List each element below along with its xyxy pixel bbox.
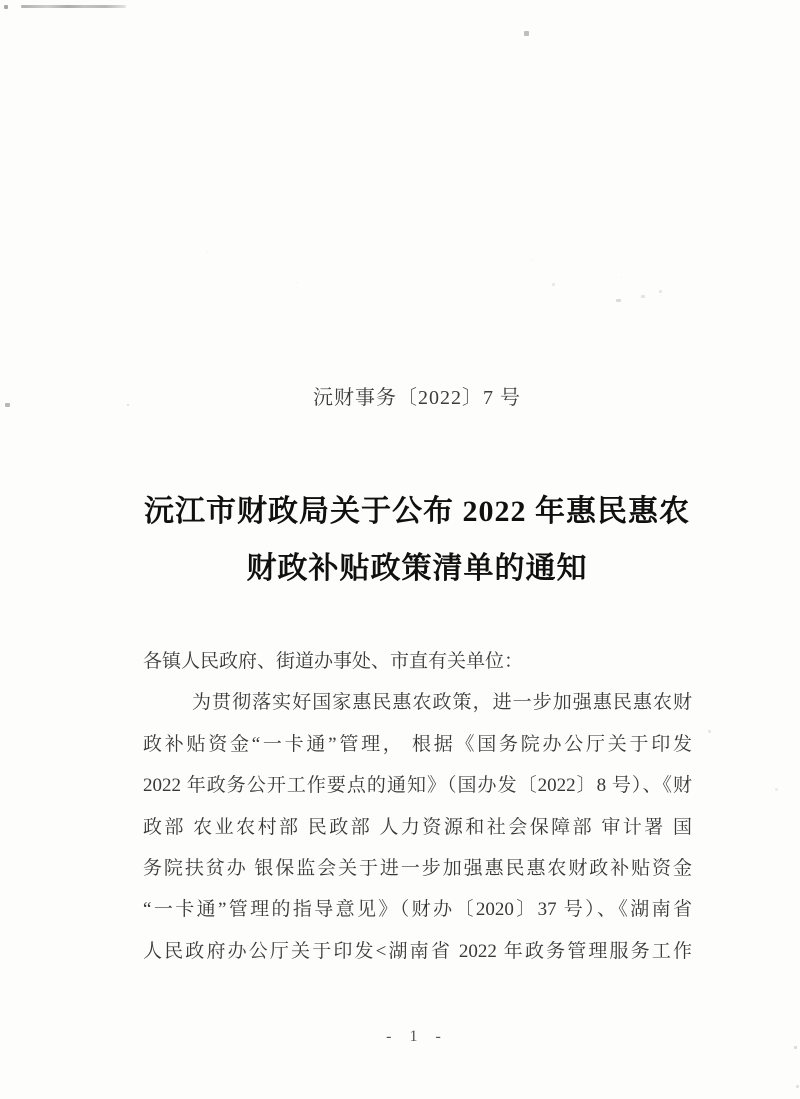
scan-speck — [708, 730, 711, 733]
document-title-line-2: 财政补贴政策清单的通知 — [246, 552, 588, 585]
body-line-2: 政补贴资金“一卡通”管理， 根据《国务院办公厅关于印发 — [143, 733, 692, 755]
scan-speck — [796, 1085, 799, 1088]
document-title — [17, 483, 800, 597]
document-number: 沅财事务〔2022〕7 号 — [313, 387, 521, 409]
body-line-4: 政部 农业农村部 民政部 人力资源和社会保障部 审计署 国 — [143, 816, 692, 838]
salutation-line: 各镇人民政府、街道办事处、市直有关单位： — [143, 651, 524, 672]
body-line-1: 为贯彻落实好国家惠民惠农政策，进一步加强惠民惠农财 — [192, 692, 692, 714]
body-line-7: 人民政府办公厅关于印发<湖南省 2022 年政务管理服务工作 — [143, 940, 692, 962]
scan-speck — [5, 403, 10, 407]
scan-speck — [775, 788, 778, 791]
document-title-line-1: 沅江市财政局关于公布 2022 年惠民惠农 — [144, 495, 690, 528]
body-line-3: 2022 年政务公开工作要点的通知》（国办发〔2022〕8 号）、《财 — [143, 775, 692, 797]
erased-letterhead-ghost — [140, 228, 700, 308]
page-number: - 1 - — [386, 1028, 448, 1045]
scan-smudge-artifact — [21, 5, 126, 8]
scan-speck — [4, 5, 8, 9]
document-body — [143, 641, 692, 972]
scan-speck — [524, 31, 529, 36]
body-line-5: 务院扶贫办 银保监会关于进一步加强惠民惠农财政补贴资金 — [143, 857, 692, 879]
body-line-6: “一卡通”管理的指导意见》（财办〔2020〕37 号）、《湖南省 — [143, 899, 692, 921]
